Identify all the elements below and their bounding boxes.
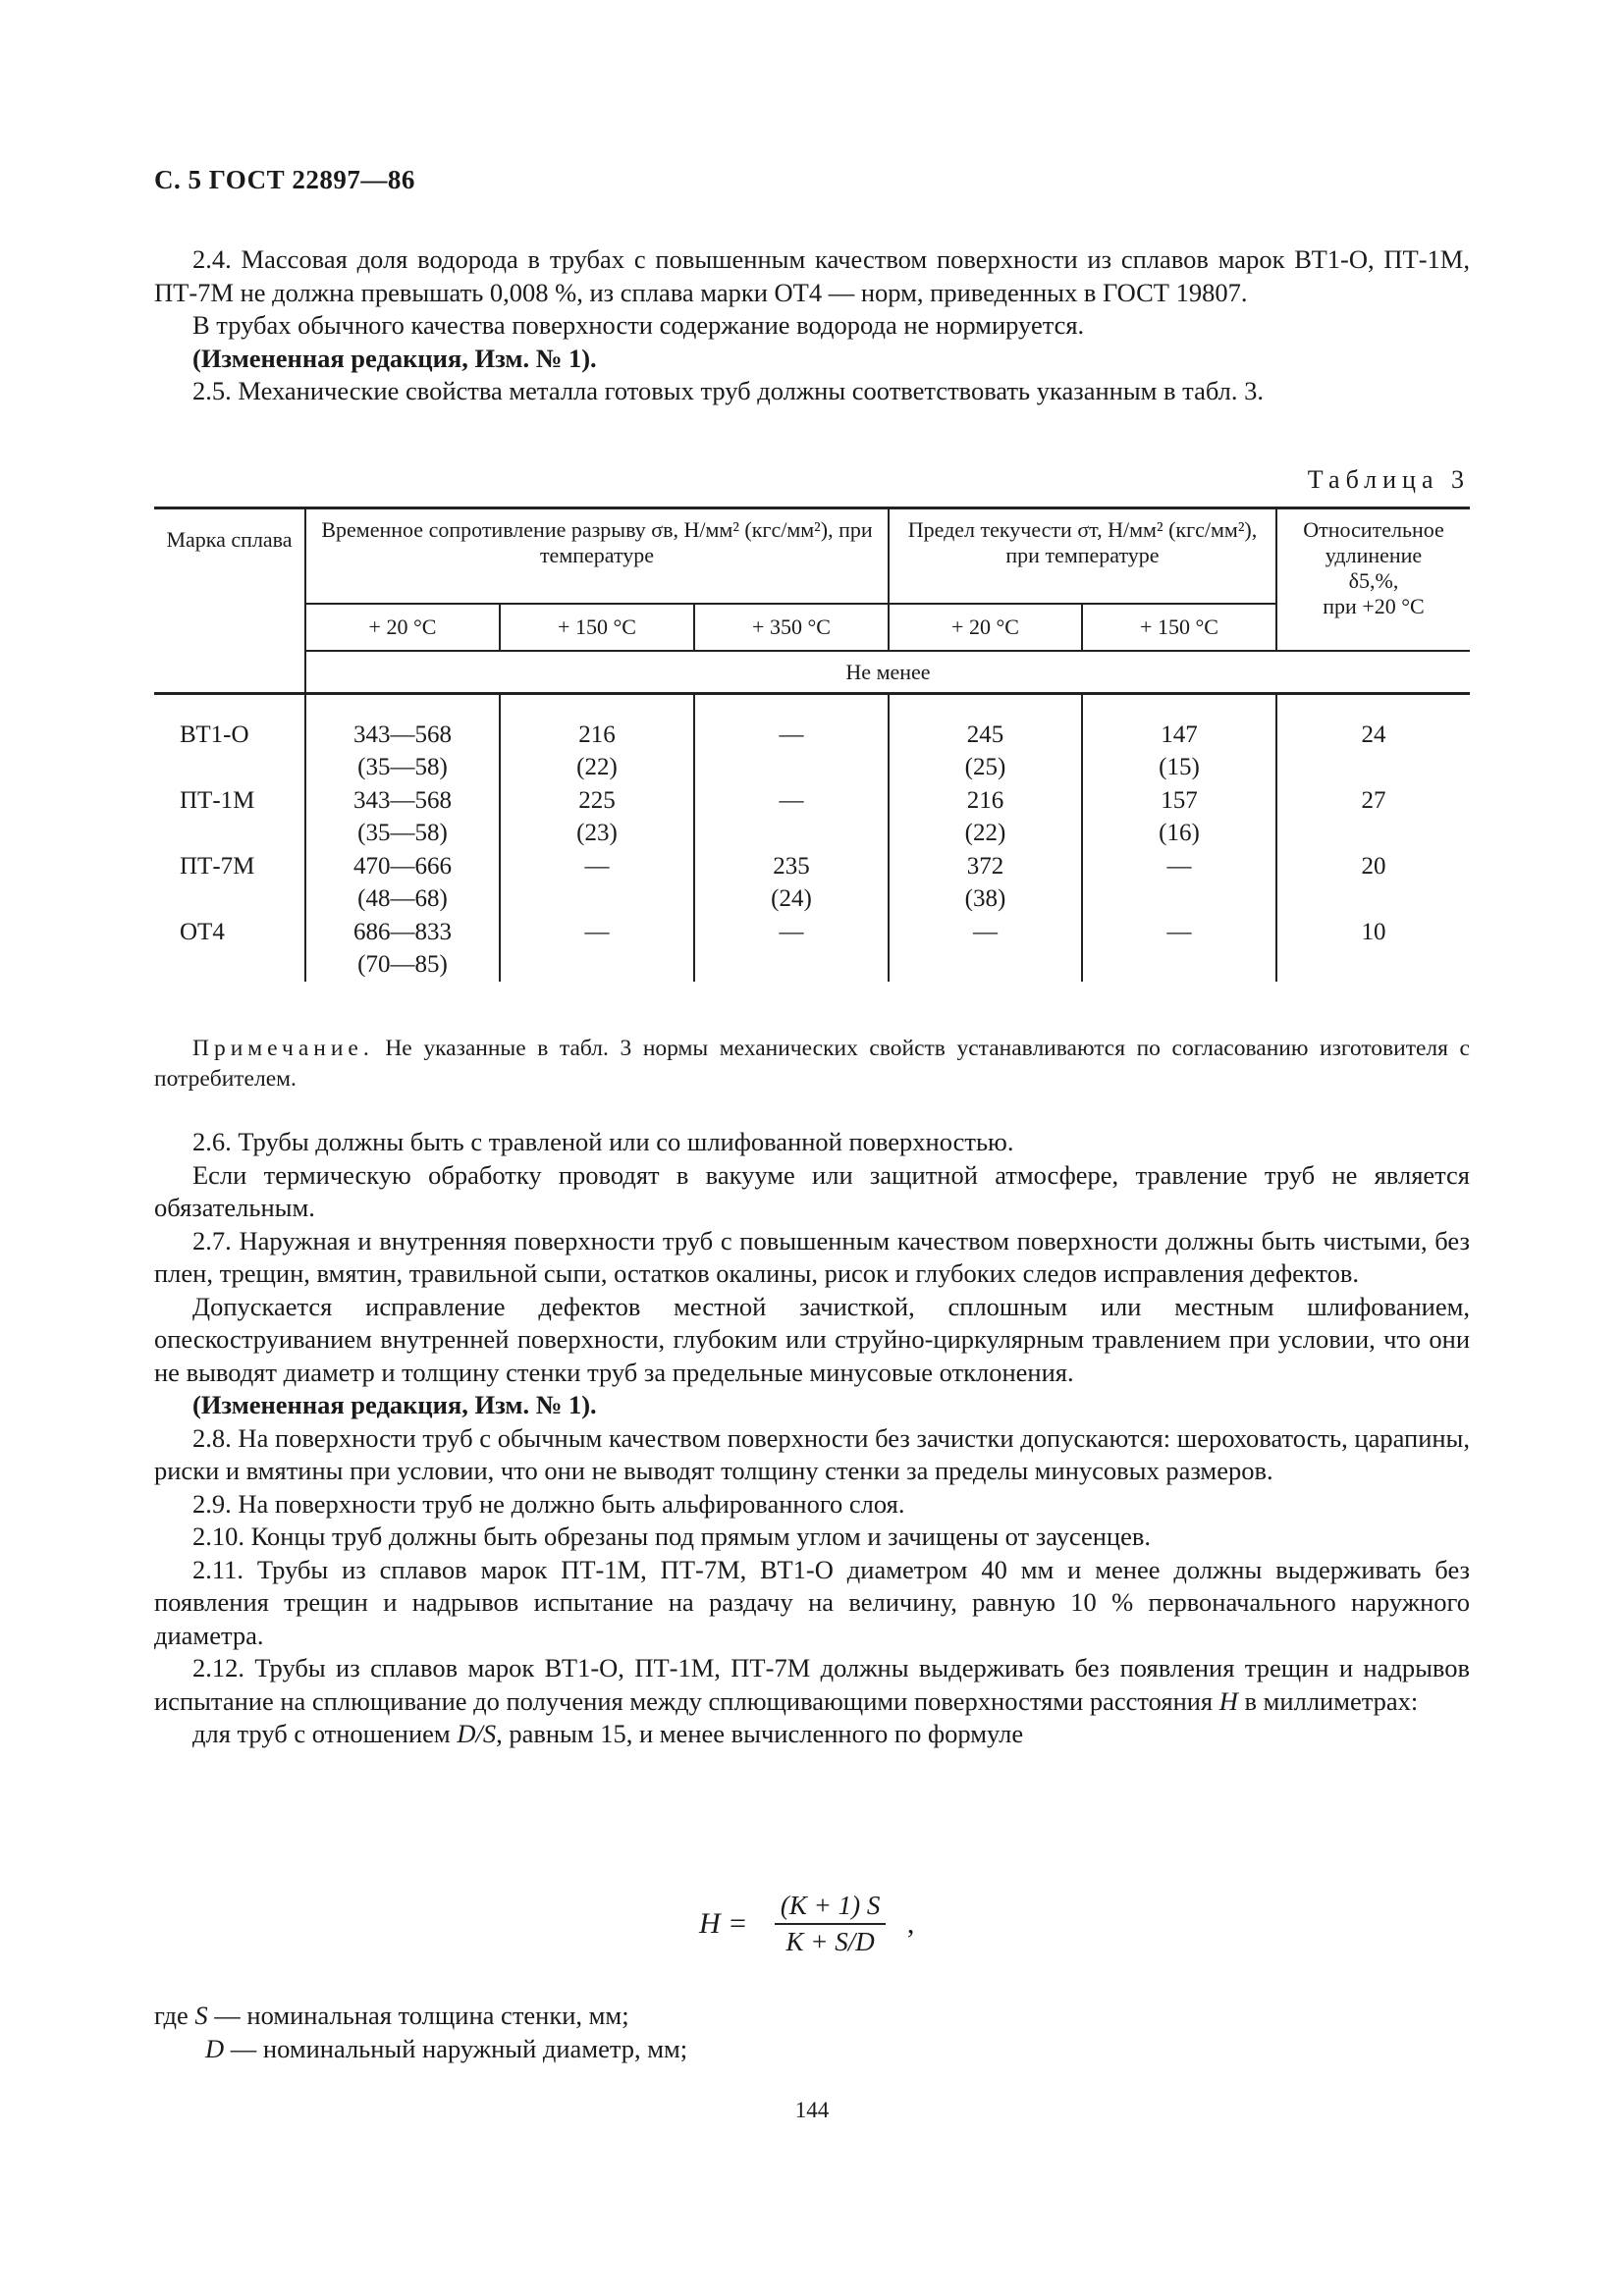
temp-strength-150: + 150 °С xyxy=(500,604,694,651)
cell-yield-20: 216 (22) xyxy=(889,784,1082,850)
paragraph-2-7-b: Допускается исправление дефектов местной зачисткой, сплошным или местным шлифованием, опескоструиванием внутренней поверхности, глубоким или струйно-циркулярным травлением при условии, что они не выводят диаметр и толщину стенки труб за предельные минусовые отклонения. xyxy=(154,1291,1470,1387)
temp-strength-20: + 20 °С xyxy=(305,604,500,651)
formula-fraction xyxy=(775,1891,886,1957)
cell-strength-150: 225 (23) xyxy=(500,784,694,850)
section-2-6-2-12 xyxy=(154,1126,1470,1751)
header-elongation-a: Относительное удлинение xyxy=(1303,517,1444,567)
paragraph-2-8: 2.8. На поверхности труб с обычным качеством поверхности без зачистки допускаются: шероховатость, царапины, риски и вмятины при условии, что они не выводят толщину стенки за пределы минусовых размеров. xyxy=(154,1422,1470,1485)
cell-yield-150: 147 (15) xyxy=(1082,694,1276,785)
cell-strength-150: — xyxy=(500,916,694,982)
header-grade: Марка сплава xyxy=(154,508,305,652)
header-elongation xyxy=(1276,508,1470,652)
header-strength: Временное сопротивление разрыву σв, Н/мм² (кгс/мм²), при температуре xyxy=(305,508,889,605)
cell-strength-350: — xyxy=(694,916,889,982)
table-3 xyxy=(154,507,1470,982)
cell-grade: ПТ-7М xyxy=(180,853,255,880)
note-text: Не указанные в табл. 3 нормы механических свойств устанавливаются по согласованию изготовителя с потребителем. xyxy=(154,1036,1470,1092)
page-number: 144 xyxy=(794,2098,830,2122)
amendment-note: (Измененная редакция, Изм. № 1). xyxy=(192,1390,597,1419)
formula-denominator: K + S/D xyxy=(785,1927,875,1956)
paragraph-2-10: 2.10. Концы труб должны быть обрезаны под прямым углом и зачищены от заусенцев. xyxy=(192,1522,1151,1551)
cell-elongation: 24 xyxy=(1276,694,1470,785)
cell-strength-350: — xyxy=(694,784,889,850)
cell-elongation: 10 xyxy=(1276,916,1470,982)
paragraph-2-6-b: Если термическую обработку проводят в вакууме или защитной атмосфере, травление труб не является обязательным. xyxy=(154,1159,1470,1222)
header-elongation-c: при +20 °С xyxy=(1323,594,1425,618)
paragraph-2-7: 2.7. Наружная и внутренняя поверхности труб с повышенным качеством поверхности должны быть чистыми, без плен, трещин, вмятин, травильной сыпи, остатков окалины, рисок и глубоких следов исправления дефектов. xyxy=(154,1225,1470,1288)
cell-yield-20: — xyxy=(889,916,1082,982)
paragraph-2-12-c: для труб с отношением D/S, равным 15, и менее вычисленного по формуле xyxy=(192,1719,1024,1748)
temp-yield-20: + 20 °С xyxy=(889,604,1082,651)
paragraph-2-12: 2.12. Трубы из сплавов марок ВТ1-О, ПТ-1М, ПТ-7М должны выдерживать без появления трещин и надрывов испытание на сплющивание до получения между сплющивающими поверхностями расстояния H в миллиметрах: xyxy=(154,1653,1470,1716)
cell-grade: ВТ1-О xyxy=(180,721,249,748)
note-label: Примечание. xyxy=(192,1036,374,1061)
paragraph-2-4: 2.4. Массовая доля водорода в трубах с повышенным качеством поверхности из сплавов марок ВТ1-О, ПТ-1М, ПТ-7М не должна превышать 0,008 %, из сплава марки ОТ4 — норм, приведенных в ГОСТ 19807. xyxy=(154,244,1470,307)
flattening-formula xyxy=(699,1891,914,1957)
cell-yield-150: — xyxy=(1082,850,1276,916)
variable-definitions xyxy=(154,1999,1470,2065)
header-yield: Предел текучести σт, Н/мм² (кгс/мм²), при температуре xyxy=(889,508,1276,605)
table-caption: Таблица 3 xyxy=(1307,465,1470,494)
paragraph-2-5: 2.5. Механические свойства металла готовых труб должны соответствовать указанным в табл. 3. xyxy=(192,376,1265,405)
cell-yield-20: 245 (25) xyxy=(889,694,1082,785)
cell-strength-150: — xyxy=(500,850,694,916)
table-row xyxy=(154,784,1470,850)
temp-strength-350: + 350 °С xyxy=(694,604,889,651)
cell-strength-150: 216 (22) xyxy=(500,694,694,785)
cell-strength-20: 343—568 (35—58) xyxy=(305,784,500,850)
cell-strength-350: 235 (24) xyxy=(694,850,889,916)
section-2-4-2-5 xyxy=(154,243,1470,408)
paragraph-2-6: 2.6. Трубы должны быть с травленой или со шлифованной поверхностью. xyxy=(192,1127,1014,1156)
cell-elongation: 27 xyxy=(1276,784,1470,850)
formula-lhs: H = xyxy=(699,1907,748,1940)
paragraph-2-9: 2.9. На поверхности труб не должно быть альфированного слоя. xyxy=(192,1488,905,1519)
not-less-label: Не менее xyxy=(305,651,1470,694)
cell-yield-20: 372 (38) xyxy=(889,850,1082,916)
cell-grade: ПТ-1М xyxy=(180,787,255,814)
cell-grade: ОТ4 xyxy=(180,919,225,945)
formula-numerator: (K + 1) S xyxy=(775,1891,886,1925)
header-elongation-b: δ5,%, xyxy=(1348,568,1399,593)
cell-strength-20: 470—666 (48—68) xyxy=(305,850,500,916)
table-row xyxy=(154,916,1470,982)
paragraph-2-11: 2.11. Трубы из сплавов марок ПТ-1М, ПТ-7М, ВТ1-О диаметром 40 мм и менее должны выдерживать без появления трещин и надрывов испытание на раздачу на величину, равную 10 % первоначального наружного диаметра. xyxy=(154,1554,1470,1650)
temp-yield-150: + 150 °С xyxy=(1082,604,1276,651)
definition-d: D — номинальный наружный диаметр, мм; xyxy=(205,2034,688,2063)
formula-tail: , xyxy=(906,1907,915,1940)
amendment-note: (Измененная редакция, Изм. № 1). xyxy=(192,343,597,373)
table-note xyxy=(154,1034,1470,1095)
paragraph-2-4-b: В трубах обычного качества поверхности содержание водорода не нормируется. xyxy=(192,310,1085,340)
definition-s: где S — номинальная толщина стенки, мм; xyxy=(154,2001,629,2030)
cell-yield-150: 157 (16) xyxy=(1082,784,1276,850)
page-header: С. 5 ГОСТ 22897—86 xyxy=(154,165,415,194)
table-row xyxy=(154,694,1470,785)
cell-strength-20: 686—833 (70—85) xyxy=(305,916,500,982)
table-row xyxy=(154,850,1470,916)
cell-strength-20: 343—568 (35—58) xyxy=(305,694,500,785)
cell-yield-150: — xyxy=(1082,916,1276,982)
cell-elongation: 20 xyxy=(1276,850,1470,916)
cell-strength-350: — xyxy=(694,694,889,785)
